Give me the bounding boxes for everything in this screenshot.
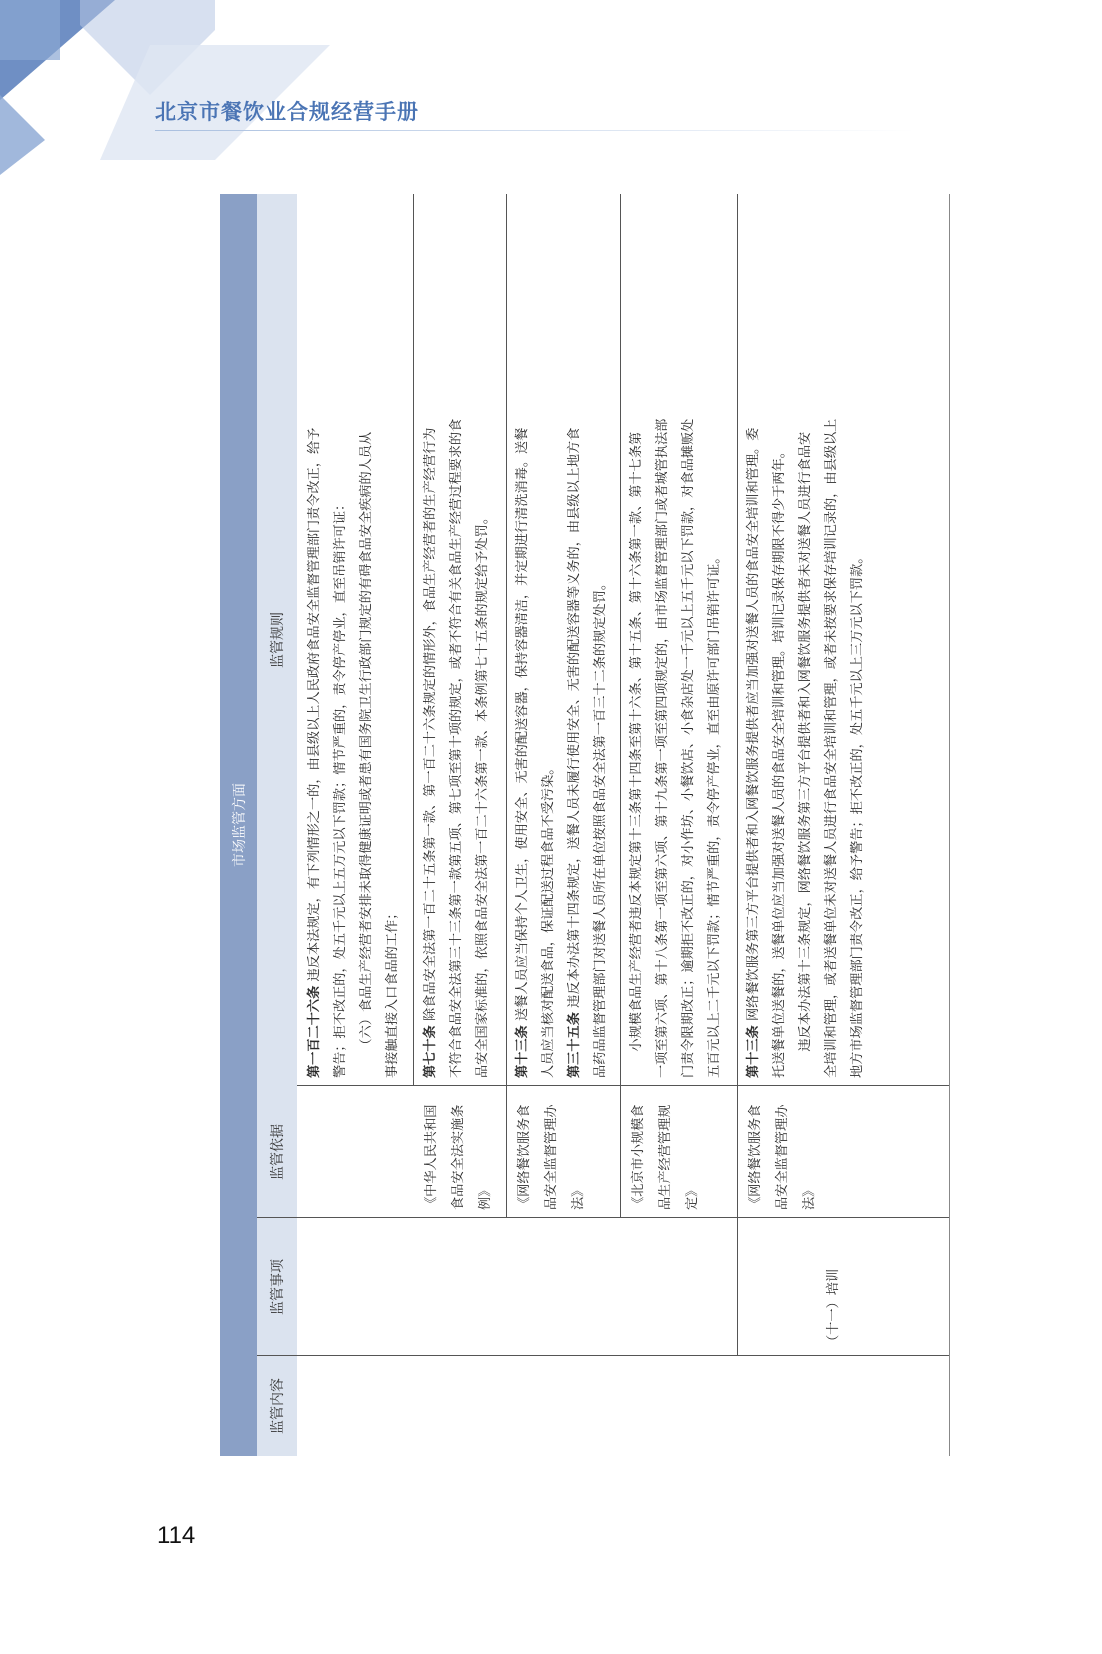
- page-number: 114: [157, 1522, 196, 1549]
- article-number: 第一百二十六条: [307, 985, 322, 1078]
- rule-text: 违反本办法第十四条规定，送餐人员未履行使用安全、无害的配送容器等义务的，由县级以上地方食: [567, 427, 582, 1008]
- basis-cell-row-5: 《网络餐饮服务食品安全监督管理办法》: [748, 1104, 817, 1210]
- rule-text: 小规模食品生产经营者违反本规定第十三条第十四条至第十六条、第十五条、第十六条第一款、第十七条第: [629, 431, 644, 1052]
- rule-text: 警告；拒不改正的，处五千元以上五万元以下罚款；情节严重的，责令停产停业，直至吊销许可证：: [333, 497, 348, 1078]
- rule-text: 网络餐饮服务第三方平台提供者和入网餐饮服务提供者应当加强对送餐人员的食品安全培训和管理。委: [746, 427, 761, 1022]
- rule-text: 全培训和管理，或者送餐单位未对送餐人员进行食品安全培训和管理，或者未按要求保存培训记录的，由县级以上: [824, 418, 839, 1078]
- rules-cell-row-2: [418, 198, 496, 1078]
- basis-cell-row-3: 《网络餐饮服务食品安全监督管理办法》: [517, 1104, 586, 1210]
- column-header-rules: 监管规则: [257, 194, 297, 1086]
- column-header-basis: 监管依据: [257, 1086, 297, 1218]
- row-divider: [506, 194, 507, 1218]
- column-header-item: 监管事项: [257, 1218, 297, 1356]
- rule-text: 送餐人员应当保持个人卫生，使用安全、无害的配送容器，保持容器清洁，并定期进行清洗消毒。送餐: [515, 427, 530, 1022]
- article-number: 第十三条: [515, 1025, 530, 1078]
- title-divider: [155, 130, 915, 131]
- column-divider: [257, 1217, 950, 1218]
- column-header-content: 监管内容: [257, 1356, 297, 1456]
- basis-cell-row-2: 《中华人民共和国食品安全法实施条例》: [424, 1104, 493, 1210]
- rule-text: 违反本办法第十三条规定，网络餐饮服务第三方平台提供者和入网餐饮服务提供者未对送餐人员进行食品安: [798, 431, 813, 1052]
- basis-cell-row-4: 《北京市小规模食品生产经营管理规定》: [631, 1104, 700, 1210]
- rule-text: 一项至第六项、第十八条第一项至第六项、第十九条第一项至第四项规定的，由市场监督管理部门或者城管执法部: [655, 418, 670, 1078]
- table-bottom-border: [949, 194, 950, 1456]
- article-number: 第三十五条: [567, 1012, 582, 1078]
- row-divider: [620, 194, 621, 1218]
- rule-text: 事接触直接入口食品的工作；: [385, 906, 400, 1078]
- rule-text: 托送餐单位送餐的，送餐单位应当加强对送餐人员的食品安全培训和管理。培训记录保存期限不得少于两年。: [772, 445, 787, 1078]
- regulation-table: [220, 194, 950, 1456]
- rules-cell-row-5: [741, 198, 871, 1078]
- handbook-title: 北京市餐饮业合规经营手册: [155, 100, 419, 124]
- column-divider: [257, 1355, 950, 1356]
- article-number: 第十三条: [746, 1025, 761, 1078]
- rule-text: 不符合食品安全法第三十三条第一款第五项、第七项至第十项的规定，或者不符合有关食品生产经营过程要求的食: [449, 418, 464, 1078]
- rules-cell-row-1: [302, 198, 406, 1078]
- row-divider: [737, 194, 738, 1356]
- rule-text: 五百元以上二千元以下罚款；情节严重的，责令停产停业，直至由原许可部门吊销许可证。: [707, 550, 722, 1078]
- item-cell-row-5: （十一）培训: [826, 1268, 841, 1348]
- article-number: 第七十条: [423, 1025, 438, 1078]
- table-band-title: 市场监管方面: [220, 194, 257, 1456]
- column-divider: [297, 1085, 950, 1086]
- rule-text: 违反本法规定，有下列情形之一的，由县级以上人民政府食品安全监督管理部门责令改正，给予: [307, 427, 322, 982]
- rule-text: 品药品监督管理部门对送餐人员所在单位按照食品安全法第一百三十二条的规定处罚。: [593, 576, 608, 1078]
- corner-decoration: [0, 0, 360, 180]
- rules-cell-row-3: [510, 198, 614, 1078]
- rule-text: 地方市场监督管理部门责令改正，给予警告；拒不改正的，处五千元以上三万元以下罚款。: [850, 550, 865, 1078]
- rule-text: 品安全国家标准的，依照食品安全法第一百二十六条第一款、本条例第七十五条的规定给予处罚。: [475, 510, 490, 1078]
- row-divider: [413, 194, 414, 1086]
- rule-text: 除食品安全法第一百二十五条第一款、第一百二十六条规定的情形外，食品生产经营者的生产经营行为: [423, 427, 438, 1022]
- rule-text: 门责令限期改正；逾期拒不改正的，对小作坊、小餐饮店、小食杂店处一千元以上五千元以下罚款，对食品摊贩处: [681, 418, 696, 1078]
- regulation-table-wrapper: [220, 194, 950, 1456]
- rule-text: 人员应当核对配送食品，保证配送过程食品不受污染。: [541, 761, 556, 1078]
- rule-text: （六）食品生产经营者安排未取得健康证明或者患有国务院卫生行政部门规定的有碍食品安全疾病的人员从: [359, 431, 374, 1052]
- rules-cell-row-4: [624, 198, 728, 1078]
